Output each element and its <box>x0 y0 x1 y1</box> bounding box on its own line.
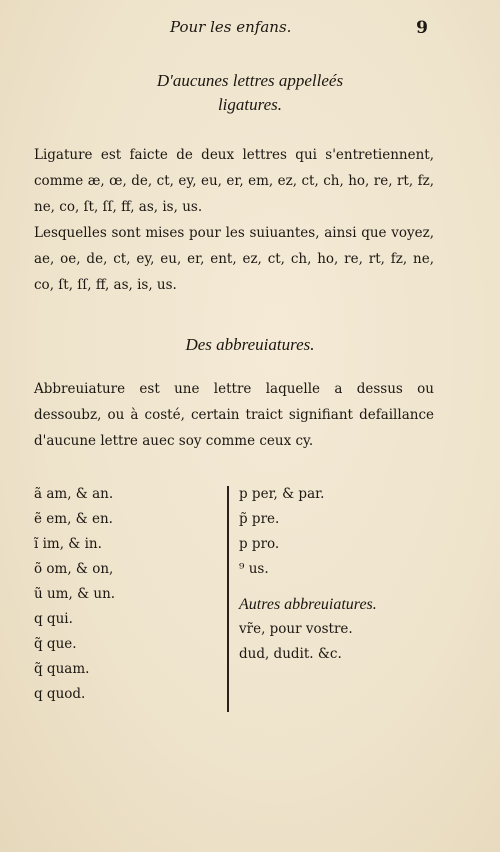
abbreviation-row: õ om, & on, <box>34 561 114 577</box>
abbreviation-row: ẽ em, & en. <box>34 511 113 527</box>
page-number: 9 <box>416 18 428 38</box>
section-title-abbreviations: Des abbreuiatures. <box>185 335 315 354</box>
abbreviation-row: q̃ que. <box>34 636 77 652</box>
abbreviation-table <box>34 482 434 714</box>
abbreviation-row: vr̃e, pour vostre. <box>239 621 353 637</box>
abbreviation-column-left <box>34 482 224 707</box>
abbreviation-row: q qui. <box>34 611 73 627</box>
ligatures-paragraph <box>34 142 434 298</box>
abbreviation-row: q quod. <box>34 686 86 702</box>
abbreviation-row: q̃ quam. <box>34 661 90 677</box>
column-divider <box>227 486 229 712</box>
abbreviation-row: ã am, & an. <box>34 486 114 502</box>
abbreviation-row: p pro. <box>239 536 280 552</box>
abbreviation-row: ⁹ us. <box>239 561 269 577</box>
abbreviation-row: ĩ im, & in. <box>34 536 102 552</box>
paragraph-abbreviation-definition: Abbreuiature est une lettre laquelle a dessus ou dessoubz, ou à costé, certain traict signifiant defaillance d'aucune lettre auec soy comme ceux cy. <box>34 381 434 449</box>
abbreviation-row: dud, dudit. &c. <box>239 646 342 662</box>
page-header <box>0 18 500 42</box>
abbreviation-column-right <box>239 482 429 667</box>
section-title-ligatures-line1: D'aucunes lettres appelleés <box>156 71 344 90</box>
subsection-title-other-abbreviations: Autres abbreuiatures. <box>239 596 377 613</box>
abbreviation-row: ũ um, & un. <box>34 586 116 602</box>
paragraph-ligature-definition: Ligature est faicte de deux lettres qui s'entretiennent, comme æ, œ, de, ct, ey, eu, er, em, ez, ct, ch, ho, re, rt, fz, ne, co, ſt, ſſ, ff, as, is, us. <box>34 147 434 215</box>
abbreviation-row: p̃ pre. <box>239 511 280 527</box>
running-title: Pour les enfans. <box>170 18 292 36</box>
spacer <box>239 582 429 592</box>
abbreviation-row: p per, & par. <box>239 486 325 502</box>
section-title-ligatures-line2: ligatures. <box>217 95 283 114</box>
paragraph-ligature-expansion: Lesquelles sont mises pour les suiuantes, ainsi que voyez, ae, oe, de, ct, ey, eu, er, ent, ez, ct, ch, ho, re, rt, fz, ne, co, ſt, ſſ, ff, as, is, us. <box>34 225 434 293</box>
